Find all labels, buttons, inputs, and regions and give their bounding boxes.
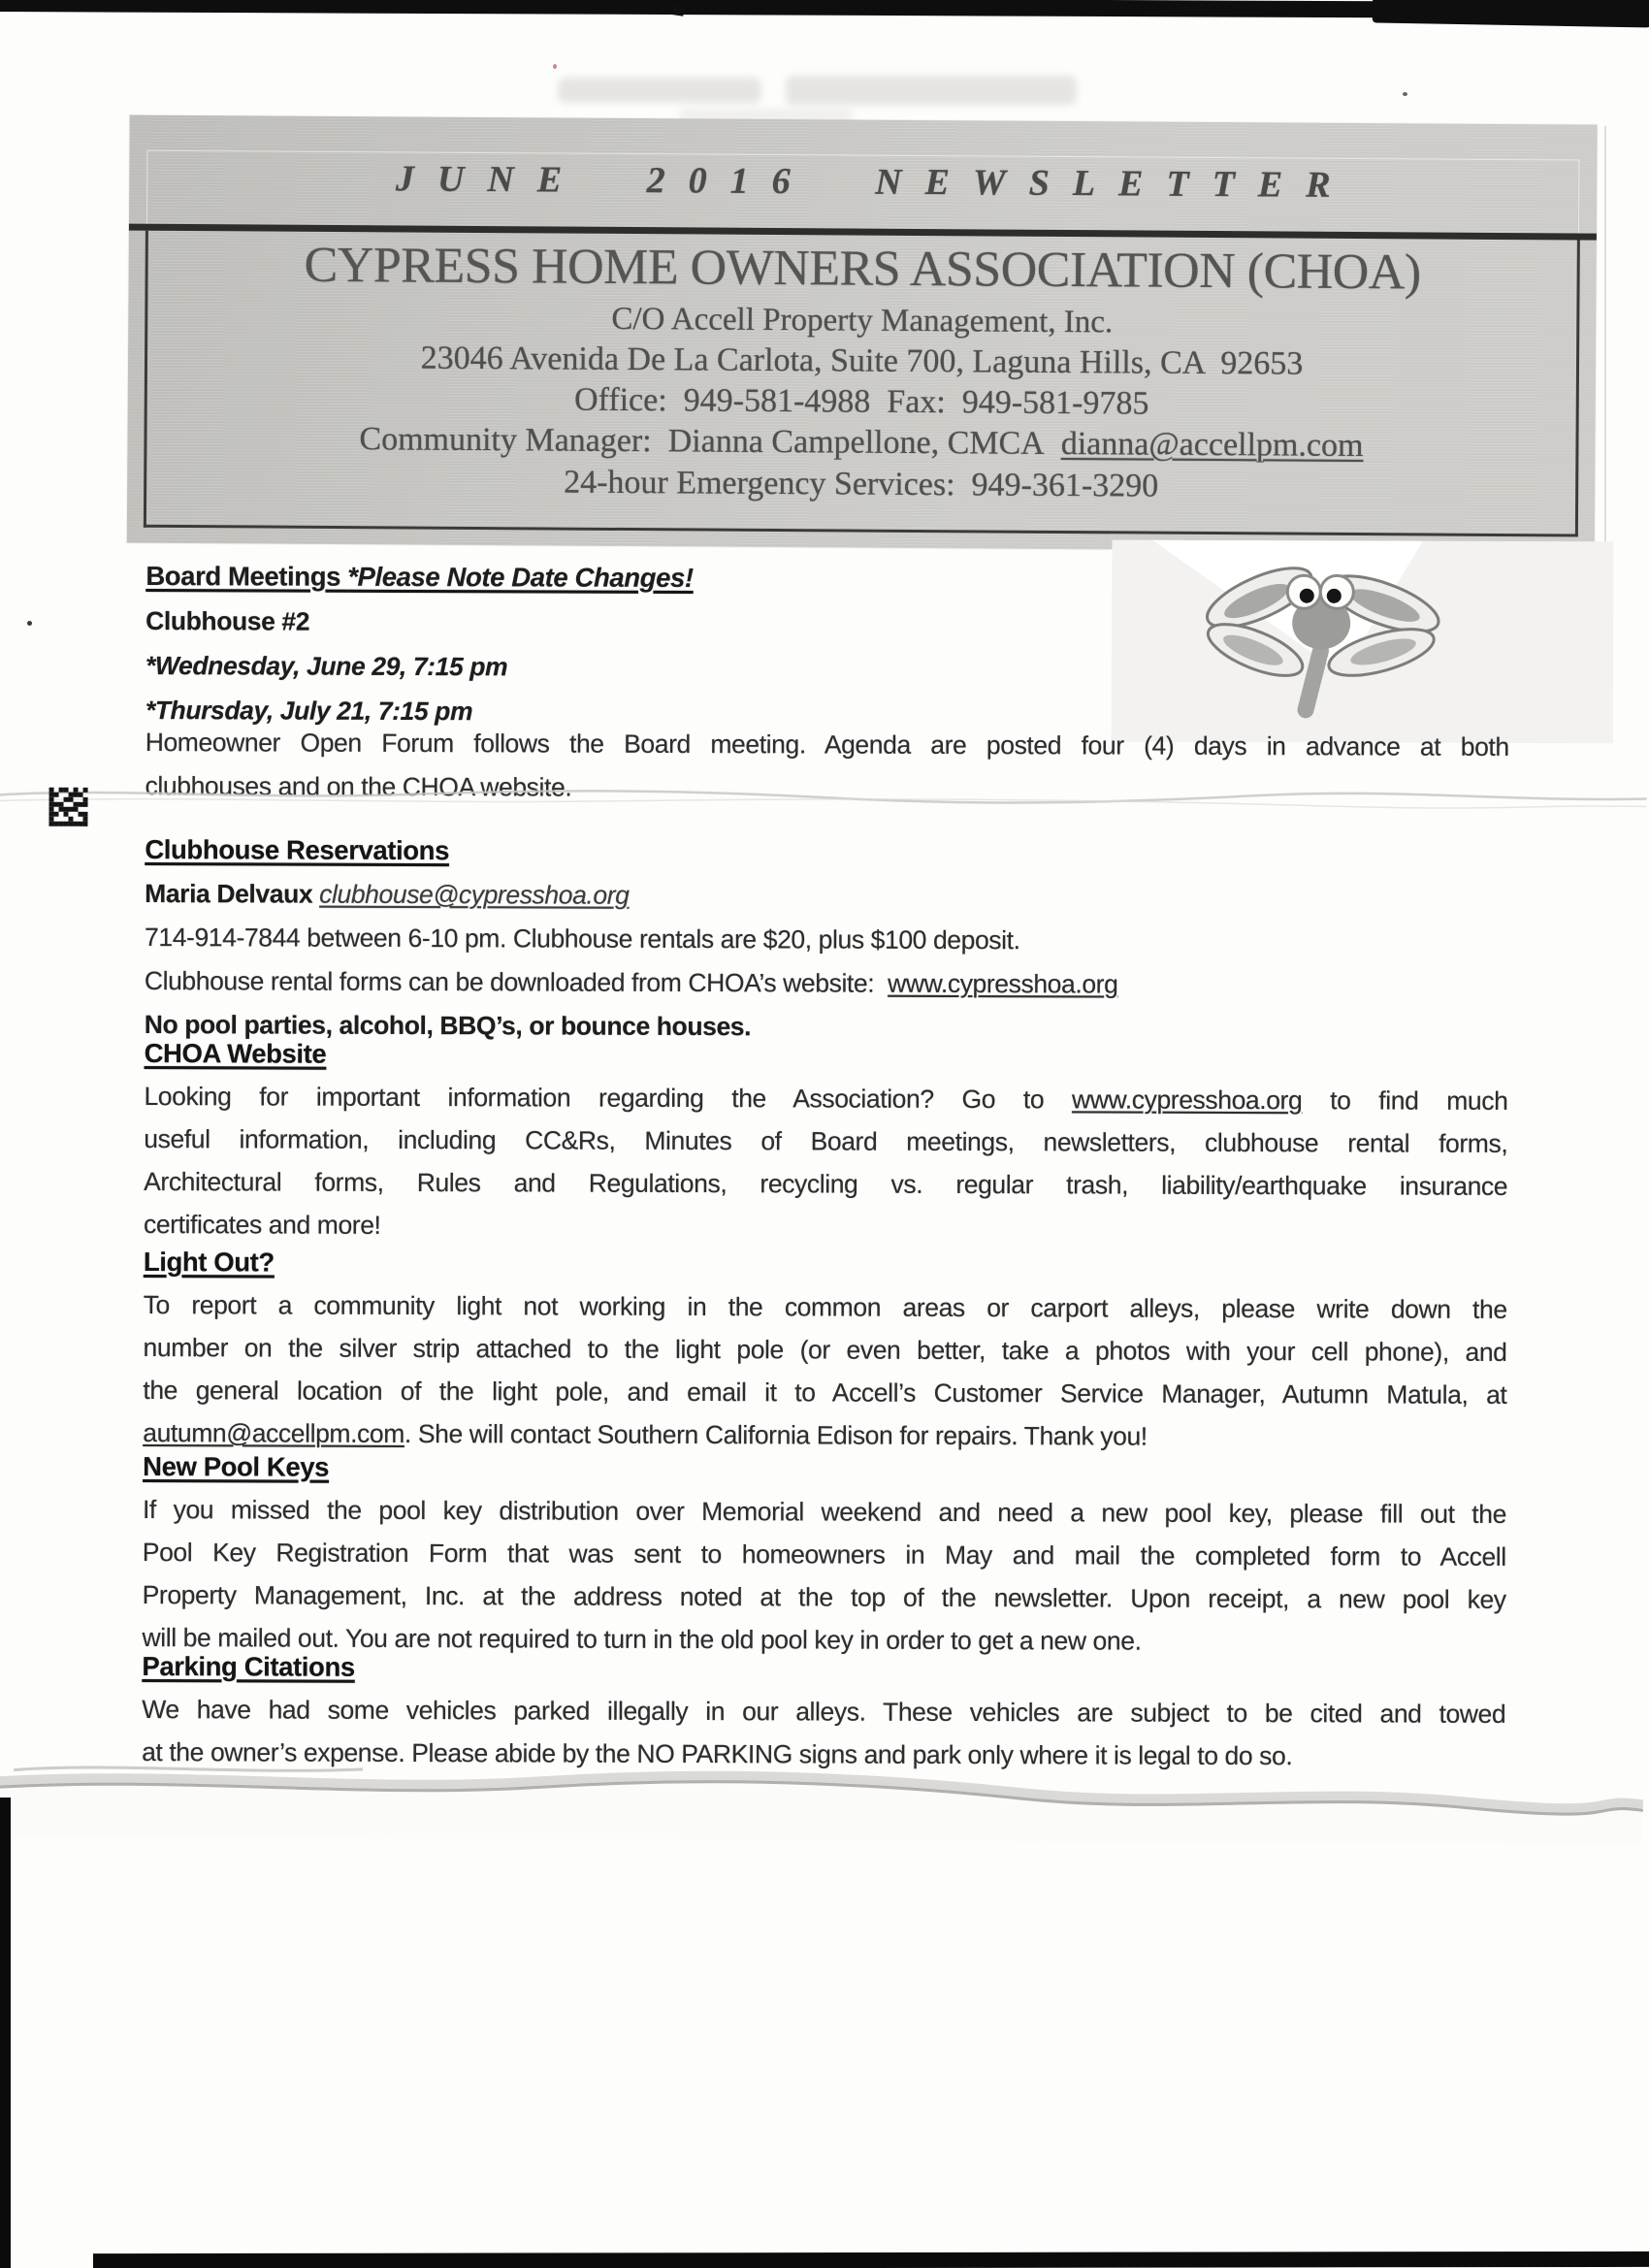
- light-out-line-text: . She will contact Southern California Edison for repairs. Thank you!: [404, 1418, 1148, 1451]
- open-forum-line: Homeowner Open Forum follows the Board meeting. Agenda are posted four (4) days in advance at both: [145, 728, 1509, 761]
- website-paragraph-line: useful information, including CC&Rs, Minutes of Board meetings, newsletters, clubhouse rental forms,: [144, 1124, 1508, 1158]
- choa-website-heading: CHOA Website: [144, 1038, 327, 1069]
- association-name: CYPRESS HOME OWNERS ASSOCIATION (CHOA): [304, 237, 1421, 301]
- choa-website-link: www.cypresshoa.org: [888, 968, 1118, 999]
- scanner-bottom-edge: [93, 2252, 1649, 2268]
- clubhouse-phone-line: 714-914-7844 between 6-10 pm. Clubhouse rentals are $20, plus $100 deposit.: [144, 923, 1020, 956]
- website-line-text: to find much: [1302, 1085, 1508, 1116]
- parking-citations-heading: Parking Citations: [142, 1651, 355, 1682]
- address-line: 23046 Avenida De La Carlota, Suite 700, Laguna Hills, CA 92653: [420, 340, 1304, 382]
- clubhouse-rules-line: No pool parties, alcohol, BBQ’s, or bounce houses.: [144, 1010, 752, 1042]
- datamatrix-barcode-icon: [49, 788, 54, 793]
- pool-keys-line: Pool Key Registration Form that was sent to homeowners in May and mail the completed form to Accell: [142, 1538, 1506, 1571]
- page-fold-edge: [0, 1741, 1643, 1844]
- community-manager-label: Community Manager: Dianna Campellone, CMCA: [359, 421, 1061, 462]
- new-pool-keys-section: [142, 1445, 1506, 1664]
- board-meetings-heading: [146, 554, 1509, 603]
- website-paragraph-line: [144, 1075, 1507, 1122]
- scanner-left-edge: [0, 1798, 11, 2268]
- website-paragraph-line: Architectural forms, Rules and Regulations, recycling vs. regular trash, liability/earthquake insurance: [144, 1167, 1508, 1201]
- masthead-box: [127, 115, 1598, 553]
- clubhouse-email-link: clubhouse@cypresshoa.org: [319, 879, 630, 910]
- clubhouse-contact-line: [145, 872, 1508, 921]
- meeting-location: Clubhouse #2: [146, 606, 310, 636]
- light-out-line: To report a community light not working in the common areas or carport alleys, please write down the: [143, 1290, 1507, 1324]
- autumn-email-link: autumn@accellpm.com: [143, 1418, 405, 1448]
- meeting-date: *Thursday, July 21, 7:15 pm: [145, 696, 473, 727]
- new-pool-keys-heading: New Pool Keys: [143, 1451, 330, 1482]
- pool-keys-line: If you missed the pool key distribution over Memorial weekend and need a new pool key, please fill out the: [142, 1495, 1507, 1529]
- fold-crease-line: [0, 776, 1647, 817]
- light-out-heading: Light Out?: [143, 1247, 275, 1278]
- newsletter-title: JUNE 2016 NEWSLETTER: [395, 158, 1354, 206]
- website-paragraph-line: certificates and more!: [143, 1210, 381, 1240]
- parking-line: at the owner’s expense. Please abide by the NO PARKING signs and park only where it is legal to do so.: [142, 1737, 1293, 1771]
- emergency-line: 24-hour Emergency Services: 949-361-3290: [564, 464, 1159, 504]
- open-forum-line: clubhouses and on the CHOA website.: [145, 771, 572, 802]
- clubhouse-reservations-heading: Clubhouse Reservations: [145, 834, 450, 866]
- office-fax-line: Office: 949-581-4988 Fax: 949-581-9785: [573, 381, 1149, 422]
- clubhouse-reservations-section: [145, 827, 1509, 1052]
- parking-line: We have had some vehicles parked illegally in our alleys. These vehicles are subject to be cited and towed: [142, 1695, 1506, 1729]
- board-meetings-block: [146, 554, 1510, 737]
- community-manager-line: [146, 420, 1575, 467]
- light-out-section: [143, 1241, 1507, 1459]
- care-of-line: C/O Accell Property Management, Inc.: [611, 301, 1114, 340]
- light-out-line: number on the silver strip attached to the light pole (or even better, take a photos with your cell phone), and: [143, 1333, 1507, 1367]
- website-line-text: Looking for important information regarding the Association? Go to: [144, 1082, 1073, 1115]
- date-change-note: *Please Note Date Changes!: [347, 561, 694, 594]
- clubhouse-forms-line: [145, 959, 1508, 1008]
- choa-website-section: [144, 1032, 1508, 1250]
- forms-line-text: Clubhouse rental forms can be downloaded from CHOA’s website:: [144, 966, 889, 998]
- pool-keys-line: will be mailed out. You are not required to turn in the old pool key in order to get a new one.: [142, 1623, 1142, 1656]
- pool-keys-line: Property Management, Inc. at the address noted at the top of the newsletter. Upon receipt, a new pool key: [142, 1580, 1506, 1614]
- choa-website-link: www.cypresshoa.org: [1072, 1085, 1303, 1116]
- manager-email-link: dianna@accellpm.com: [1060, 425, 1364, 465]
- board-meetings-heading-label: Board Meetings: [146, 561, 348, 592]
- association-info-box: [144, 231, 1580, 537]
- contact-name: Maria Delvaux: [145, 879, 320, 909]
- light-out-line: the general location of the light pole, and email it to Accell’s Customer Service Manager, Autumn Matula, at: [143, 1376, 1507, 1409]
- meeting-date: *Wednesday, June 29, 7:15 pm: [145, 651, 508, 682]
